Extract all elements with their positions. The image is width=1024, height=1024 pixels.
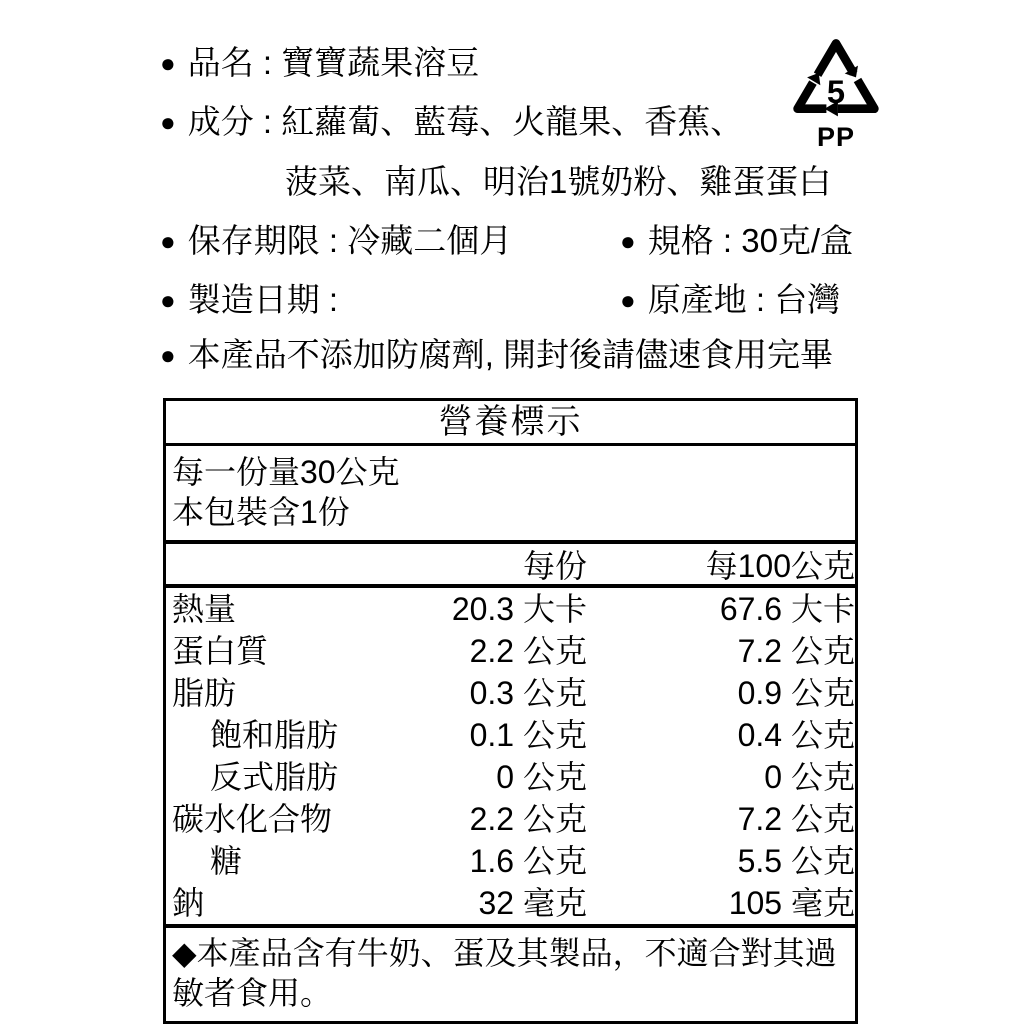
row-per-100g: 0 公克 <box>764 759 855 795</box>
serving-size: 每一份量30公克 <box>172 454 400 490</box>
servings-per-pack: 本包裝含1份 <box>172 494 350 530</box>
recycling-symbol <box>786 34 886 153</box>
allergen-note: ◆本產品含有牛奶、蛋及其製品，不適合對其過敏者食用。 <box>172 935 837 1011</box>
bullet-icon: ● <box>160 107 176 137</box>
row-label: 碳水化合物 <box>172 801 333 837</box>
row-per-serving: 0 公克 <box>496 759 587 795</box>
column-header-per-100g: 每100公克 <box>705 548 855 584</box>
bullet-icon: ● <box>160 226 176 256</box>
row-label: 飽和脂肪 <box>210 717 339 753</box>
row-per-100g: 105 毫克 <box>728 885 855 921</box>
row-label: 熱量 <box>172 591 237 627</box>
row-label: 鈉 <box>172 885 205 921</box>
row-per-serving: 32 毫克 <box>478 885 587 921</box>
bullet-icon: ● <box>160 340 176 370</box>
row-per-serving: 1.6 公克 <box>469 843 587 879</box>
row-per-100g: 7.2 公克 <box>737 633 855 669</box>
preservative-notice-text: 本產品不添加防腐劑, 開封後請儘速食用完畢 <box>187 336 834 373</box>
row-label: 脂肪 <box>172 675 237 711</box>
table-row-carbohydrate <box>166 798 855 840</box>
table-row-calories <box>166 588 855 630</box>
table-row-trans-fat <box>166 756 855 798</box>
mfg-date-text: 製造日期 : <box>187 281 339 318</box>
table-row-sugar <box>166 840 855 882</box>
row-per-100g: 0.4 公克 <box>737 717 855 753</box>
nutrition-rows <box>166 588 855 928</box>
bullet-icon: ● <box>620 285 636 315</box>
table-row-protein <box>166 630 855 672</box>
shelf-life-line <box>160 222 512 260</box>
recycling-material-label: PP <box>816 122 856 152</box>
table-row-saturated-fat <box>166 714 855 756</box>
bullet-icon: ● <box>160 48 176 78</box>
nutrition-table <box>163 398 858 1024</box>
row-per-serving: 2.2 公克 <box>469 633 587 669</box>
row-per-serving: 20.3 大卡 <box>451 591 587 627</box>
product-name-text: 品名 : 寶寶蔬果溶豆 <box>187 44 480 81</box>
bullet-icon: ● <box>620 226 636 256</box>
serving-info <box>166 446 855 544</box>
row-per-serving: 0.1 公克 <box>469 717 587 753</box>
spec-line <box>620 222 853 260</box>
row-per-100g: 0.9 公克 <box>737 675 855 711</box>
row-label: 糖 <box>210 843 243 879</box>
resin-code-number: 5 <box>826 72 846 110</box>
shelf-life-text: 保存期限 : 冷藏二個月 <box>187 222 513 259</box>
column-header-blank <box>166 544 347 588</box>
ingredients-text-1: 成分 : 紅蘿蔔、藍莓、火龍果、香蕉、 <box>187 103 744 140</box>
column-header-row <box>166 544 855 588</box>
ingredients-text-2: 菠菜、南瓜、明治1號奶粉、雞蛋蛋白 <box>285 163 832 200</box>
row-per-100g: 5.5 公克 <box>737 843 855 879</box>
nutrition-title: 營養標示 <box>166 401 855 446</box>
bullet-icon: ● <box>160 285 176 315</box>
product-name-line <box>160 44 479 82</box>
origin-line <box>620 281 840 319</box>
row-per-serving: 2.2 公克 <box>469 801 587 837</box>
origin-text: 原產地 : 台灣 <box>647 281 841 318</box>
row-label: 反式脂肪 <box>210 759 339 795</box>
recycling-icon <box>788 34 884 122</box>
table-row-sodium <box>166 882 855 924</box>
spec-text: 規格 : 30克/盒 <box>647 222 854 259</box>
column-header-per-serving: 每份 <box>522 548 587 584</box>
ingredients-line-1 <box>160 103 743 141</box>
table-row-fat <box>166 672 855 714</box>
row-per-100g: 67.6 大卡 <box>719 591 855 627</box>
mfg-date-line <box>160 281 338 319</box>
ingredients-line-2 <box>285 163 831 201</box>
row-label: 蛋白質 <box>172 633 269 669</box>
preservative-notice-line <box>160 336 833 374</box>
row-per-100g: 7.2 公克 <box>737 801 855 837</box>
row-per-serving: 0.3 公克 <box>469 675 587 711</box>
